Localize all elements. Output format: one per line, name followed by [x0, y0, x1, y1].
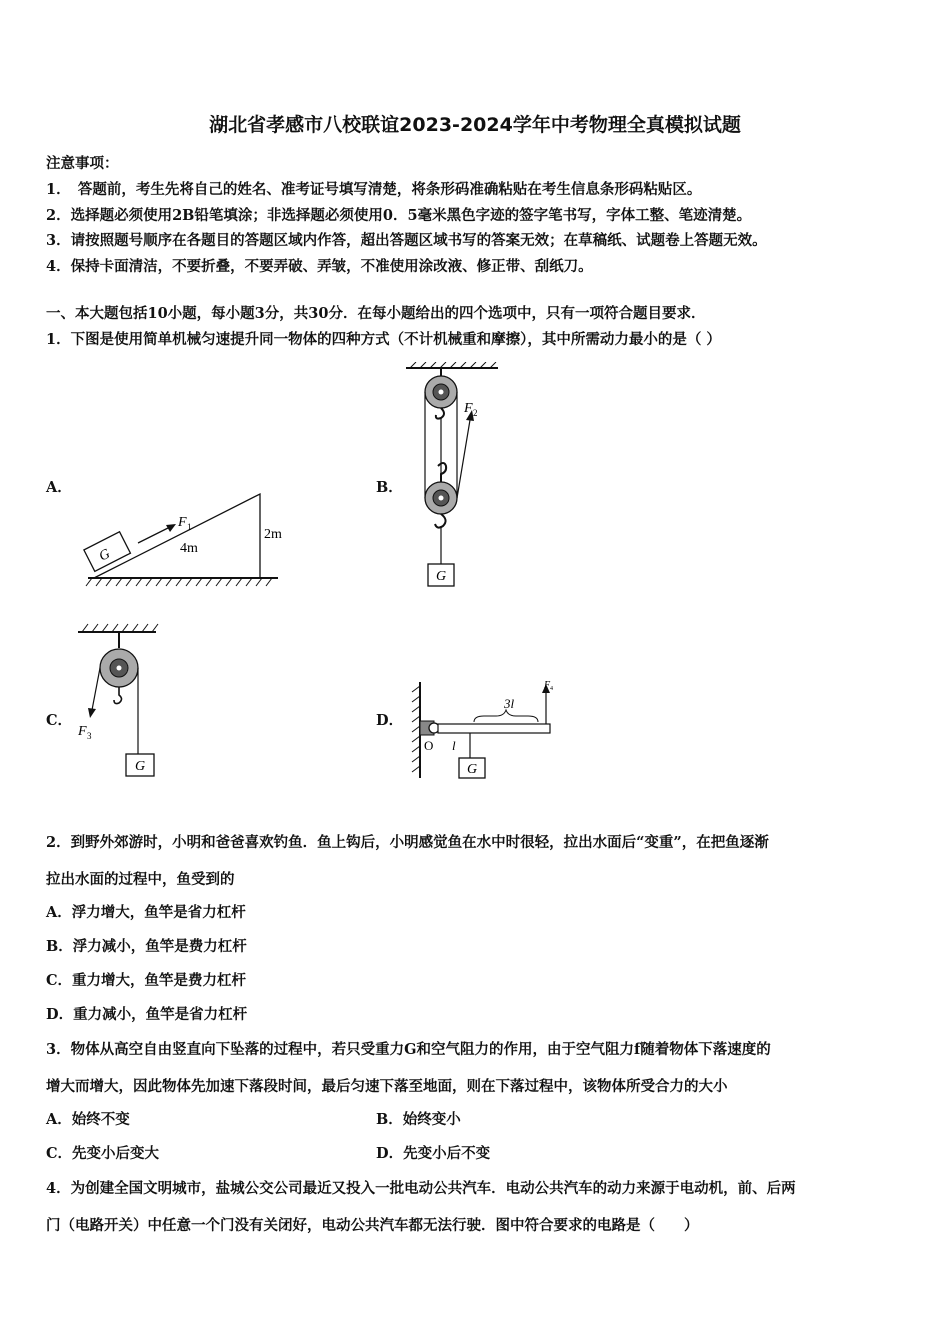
- question-3-stem-line2: 增大而增大，因此物体先加速下落段时间，最后匀速下落至地面，则在下落过程中，该物体所受合力的大小: [46, 1078, 728, 1095]
- q3-option-d: D．先变小后不变: [376, 1145, 491, 1162]
- notice-item: 4．保持卡面清洁，不要折叠，不要弄破、弄皱，不准使用涂改液、修正带、刮纸刀。: [46, 258, 593, 275]
- weight-label: G: [134, 759, 146, 774]
- short-arm-label: l: [452, 738, 456, 753]
- question-4-stem-line2: 门（电路开关）中任意一个门没有关闭好，电动公共汽车都无法行驶．图中符合要求的电路是（ ）: [46, 1217, 699, 1234]
- q1-option-a-label: A．: [46, 479, 72, 496]
- q3-option-b: B．始终变小: [376, 1111, 461, 1128]
- q2-option-a: A．浮力增大，鱼竿是省力杠杆: [46, 904, 246, 921]
- question-4-stem-line1: 4．为创建全国文明城市，盐城公交公司最近又投入一批电动公共汽车．电动公共汽车的动力来源于电动机，前、后两: [46, 1180, 796, 1197]
- weight-label: G: [466, 762, 478, 777]
- q2-option-c: C．重力增大，鱼竿是费力杠杆: [46, 972, 247, 989]
- page-title: 湖北省孝感市八校联谊2023-2024学年中考物理全真模拟试题: [209, 114, 741, 136]
- pivot-label: O: [424, 738, 434, 753]
- figure-c-fixed-pulley: [74, 620, 164, 782]
- force-subscript: 1: [187, 522, 192, 532]
- q3-option-c: C．先变小后变大: [46, 1145, 160, 1162]
- force-label: F: [464, 401, 473, 416]
- q1-option-c-label: C．: [46, 712, 73, 729]
- q2-option-d: D．重力减小，鱼竿是省力杠杆: [46, 1006, 248, 1023]
- force-subscript: 3: [87, 731, 92, 741]
- q2-option-b: B．浮力减小，鱼竿是费力杠杆: [46, 938, 247, 955]
- question-3-stem-line1: 3．物体从高空自由竖直向下坠落的过程中，若只受重力G和空气阻力的作用，由于空气阻力f随着物体下落速度的: [46, 1041, 771, 1058]
- question-1-stem: 1．下图是使用简单机械匀速提升同一物体的四种方式（不计机械重和摩擦），其中所需动力最小的是（ ）: [46, 331, 721, 348]
- notice-item: 2．选择题必须使用2B铅笔填涂；非选择题必须使用0．5毫米黑色字迹的签字笔书写，字体工整、笔迹清楚。: [46, 207, 752, 224]
- q3-option-a: A．始终不变: [46, 1111, 130, 1128]
- length-label: 4m: [180, 541, 198, 556]
- force-label: F: [178, 515, 187, 530]
- force-subscript: 4: [550, 686, 553, 692]
- question-2-stem-line2: 拉出水面的过程中，鱼受到的: [46, 871, 235, 888]
- notice-heading: 注意事项：: [46, 155, 119, 172]
- section-heading: 一、本大题包括10小题，每小题3分，共30分．在每小题给出的四个选项中，只有一项符合题目要求．: [46, 305, 706, 322]
- notice-item: 3．请按照题号顺序在各题目的答题区域内作答，超出答题区域书写的答案无效；在草稿纸、试题卷上答题无效。: [46, 232, 767, 249]
- weight-label: G: [435, 569, 447, 584]
- height-label: 2m: [264, 527, 282, 542]
- long-arm-label: 3l: [504, 696, 515, 711]
- force-subscript: 2: [473, 408, 478, 418]
- figure-a-inclined-plane: [80, 486, 290, 590]
- q1-option-d-label: D．: [376, 712, 404, 729]
- force-label: F: [78, 724, 87, 739]
- notice-item: 1． 答题前，考生先将自己的姓名、准考证号填写清楚，将条形码准确粘贴在考生信息条形码粘贴区。: [46, 181, 702, 198]
- figure-d-lever: [404, 678, 564, 782]
- question-2-stem-line1: 2．到野外郊游时，小明和爸爸喜欢钓鱼．鱼上钩后，小明感觉鱼在水中时很轻，拉出水面后“变重”，在把鱼逐渐: [46, 834, 769, 851]
- force-label: F: [544, 680, 551, 691]
- q1-option-b-label: B．: [376, 479, 403, 496]
- figure-b-pulley-block: [400, 362, 510, 592]
- weight-label: G: [96, 546, 113, 565]
